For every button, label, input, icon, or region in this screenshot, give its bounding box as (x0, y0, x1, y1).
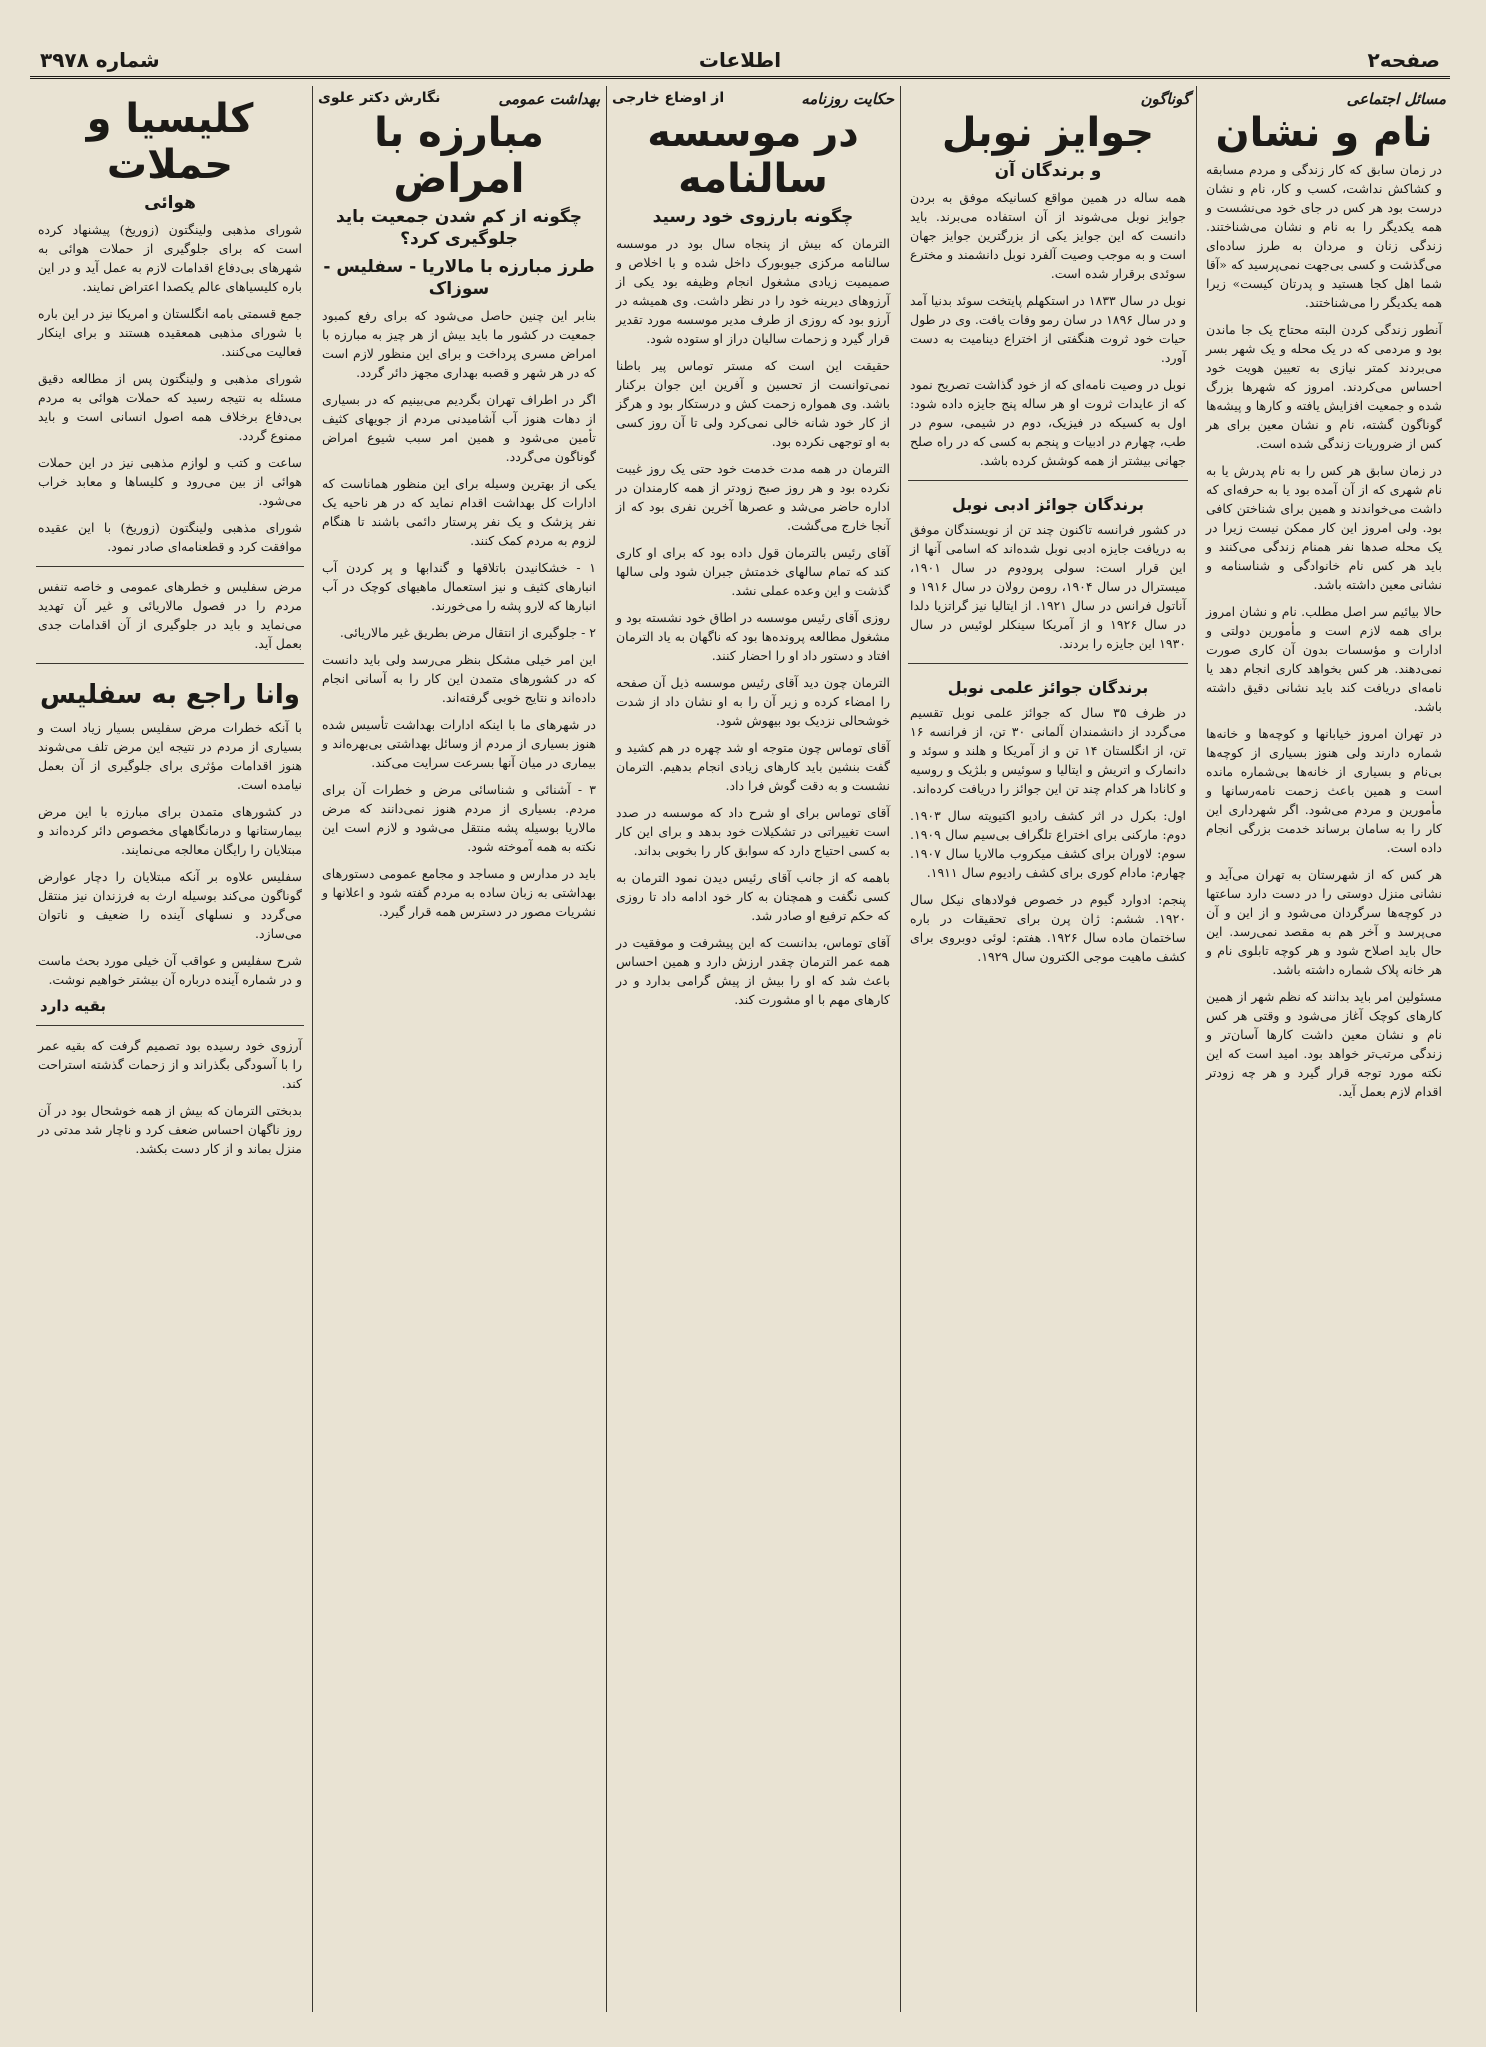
divider (36, 1025, 304, 1026)
paragraph: آقای توماس برای او شرح داد که موسسه در صدد است تغییراتی در تشکیلات خود بدهد و برای این کار به کسی احتیاج دارد که سوابق کار را بخوبی بداند. (616, 805, 890, 858)
paragraph: حالا بیائیم سر اصل مطلب. نام و نشان امروز برای همه لازم است و مأمورین دولتی و ادارات و مؤسسات بدون آن کاری صورت نمی‌دهند. هر کس بخواهد کاری انجام دهد یا نامه‌ای دریافت کند باید نشانی دقیق داشته باشد. (1206, 604, 1442, 714)
paragraph: همه ساله در همین مواقع کسانیکه موفق به بردن جوایز نوبل می‌شوند از آن استفاده می‌برند. باید دانست که این جوایز یکی از بزرگترین جوایز جهان است و به موجب وصیت آلفرد نوبل دانشمند و مخترع سوئدی برقرار شده است. (910, 190, 1186, 281)
paragraph: پنجم: ادوارد گیوم در خصوص فولادهای نیکل سال ۱۹۲۰. ششم: ژان پرن برای تحقیقات در باره ساختمان ماده سال ۱۹۲۶. هفتم: لوئی دوبروی برای کشف ماهیت موجی الکترون سال ۱۹۲۹. (910, 892, 1186, 964)
paragraph: این امر خیلی مشکل بنظر می‌رسد ولی باید دانست که در کشورهای متمدن این کار را به آسانی انجام داده‌اند و نتایج خوبی گرفته‌اند. (322, 652, 596, 705)
column-rule (312, 86, 313, 2012)
paragraph: در زمان سابق هر کس را به نام پدرش یا به نام شهری که از آن آمده بود یا به حرفه‌ای که داشت می‌خواندند و همین برای شناختن کافی بود. ولی امروز این کار ممکن نیست زیرا در یک محله صدها نفر همنام زندگی می‌کنند و باید هر کس نام خانوادگی و شناسنامه و نشانی معین داشته باشد. (1206, 463, 1442, 592)
headline: مبارزه با امراض (374, 110, 544, 202)
issue-number: شماره ۳۹۷۸ (40, 48, 160, 72)
paragraph: ۲ - جلوگیری از انتقال مرض بطریق غیر مالاریائی. (339, 625, 596, 640)
section-kicker: مسائل اجتماعی (1346, 90, 1446, 108)
subheadline: هوائی (144, 193, 196, 213)
paragraph: یکی از بهترین وسیله برای این منظور هماناست که ادارات کل بهداشت اقدام نماید که در هر ناحیه یک نفر پزشک و یک نفر پرستار دائمی باشند تا هنگام لزوم به مردم کمک کنند. (322, 476, 596, 548)
paragraph: مسئولین امر باید بدانند که نظم شهر از همین کارهای کوچک آغاز می‌شود و وقتی هر کس نام و نشان معین داشت کارها آسان‌تر و زندگی مرتب‌تر خواهد بود. امید است که این نکته مورد توجه قرار گیرد و هر چه زودتر اقدام لازم بعمل آید. (1206, 989, 1442, 1099)
headline: کلیسیا و حملات (86, 96, 254, 188)
paragraph: در ظرف ۳۵ سال که جوائز علمی نوبل تقسیم می‌گردد از دانشمندان آلمانی ۳۰ تن، از فرانسه ۱۶ تن، از انگلستان ۱۴ تن و از آمریکا و هلند و سوئد و دانمارک و اتریش و ایتالیا و سوئیس و بلژیک و روسیه و کانادا هر کدام چند تن این جوائز را دریافت کرده‌اند. (910, 705, 1186, 796)
paragraph: با آنکه خطرات مرض سفلیس بسیار زیاد است و بسیاری از مردم در نتیجه این مرض تلف می‌شوند هنوز اقدامات مؤثری برای جلوگیری از آن بعمل نیامده است. (38, 720, 302, 792)
column-rule (1196, 86, 1197, 2012)
paragraph: در کشور فرانسه تاکنون چند تن از نویسندگان موفق به دریافت جایزه ادبی نوبل شده‌اند که اسامی آنها از این قرار است: سولی پرودوم در سال ۱۹۰۱، میسترال در سال ۱۹۰۴، رومن رولان در سال ۱۹۱۶ و آناتول فرانس در سال ۱۹۲۱. از ایتالیا نیز گراتزیا دلدا در سال ۱۹۲۶ و از آمریکا سینکلر لوئیس در سال ۱۹۳۰ این جایزه را بردند. (910, 522, 1187, 651)
paragraph: ۱ - خشکانیدن باتلاقها و گندابها و پر کردن آب انبارهای کثیف و نیز استعمال ماهیهای کوچک در آب انبارها که لارو پشه را می‌خورند. (322, 560, 596, 613)
paragraph: سفلیس علاوه بر آنکه مبتلایان را دچار عوارض گوناگون می‌کند بوسیله ارث به فرزندان نیز منتقل می‌گردد و نسلهای آینده را ضعیف و ناتوان می‌سازد. (38, 869, 302, 941)
paragraph: در کشورهای متمدن برای مبارزه با این مرض بیمارستانها و درمانگاههای مخصوص دائر کرده‌اند و مبتلایان را رایگان معالجه می‌نمایند. (38, 804, 302, 857)
paragraph: آقای توماس، بدانست که این پیشرفت و موفقیت در همه عمر الترمان چقدر ارزش دارد و همین احساس باعث شد که او را بیش از پیش گرامی بدارد و در کارهای مهم با او مشورت کند. (616, 935, 890, 1007)
continued-label: بقیه دارد (40, 997, 107, 1015)
section-kicker: حکایت روزنامه (801, 90, 894, 108)
section-heading: برندگان جوائز علمی نوبل (947, 678, 1149, 697)
column-rule (900, 86, 901, 2012)
paragraph: جمع قسمتی بامه انگلستان و امریکا نیز در این باره با شورای مذهبی همعقیده هستند و برای اینکار فعالیت می‌کنند. (38, 306, 302, 359)
paragraph: اول: بکرل در اثر کشف رادیو اکتیویته سال ۱۹۰۳. دوم: مارکنی برای اختراع تلگراف بی‌سیم سال ۱۹۰۹. سوم: لاوران برای کشف میکروب مالاریا سال ۱۹۰۷. چهارم: مادام کوری برای کشف رادیوم سال ۱۹۱۱. (910, 808, 1186, 880)
headline: در موسسه سالنامه (647, 110, 859, 202)
section-headline: وانا راجع به سفلیس (40, 680, 300, 710)
paragraph: شورای مذهبی ولینگتون (زوریخ) با این عقیده موافقت کرد و قطعنامه‌ای صادر نمود. (38, 520, 302, 554)
headline: جوایز نوبل (941, 110, 1155, 156)
author-byline: نگارش دکتر علوی (318, 90, 441, 106)
kicker-row (612, 90, 894, 108)
article-almanac-institute (608, 86, 898, 2012)
divider (36, 566, 304, 567)
paragraph: شرح سفلیس و عواقب آن خیلی مورد بحث ماست و در شماره آینده درباره آن بیشتر خواهیم نوشت. (38, 953, 302, 987)
article-name-and-address (1198, 86, 1450, 2012)
paragraph: مرض سفلیس و خطرهای عمومی و خاصه تنفس مردم را در فصول مالاریائی و غیر آن تهدید می‌نماید و باید در جلوگیری از آن اقدامات جدی بعمل آید. (38, 579, 302, 651)
paragraph: الترمان در همه مدت خدمت خود حتی یک روز غیبت نکرده بود و هر روز صبح زودتر از همه کارمندان در اداره حاضر می‌شد و عصرها آخرین نفری بود که از آنجا خارج می‌گشت. (616, 461, 890, 533)
article-church-air-raids (30, 86, 310, 2012)
paragraph: شورای مذهبی ولینگتون (زوریخ) پیشنهاد کرده است که برای جلوگیری از حملات هوائی به شهرهای بی‌دفاع اقدامات لازم به عمل آید و در این باره کلیسیاهای عالم یکصدا اعتراض نمایند. (38, 222, 302, 294)
article-nobel-prizes (902, 86, 1194, 2012)
paragraph: در شهرهای ما با اینکه ادارات بهداشت تأسیس شده هنوز بسیاری از مردم از وسائل بهداشتی بی‌بهره‌اند و بیماری در میان آنها بسرعت سرایت می‌کند. (322, 717, 596, 770)
subheadline-secondary: طرز مبارزه با مالاریا - سفلیس - سوزاک (323, 257, 595, 299)
newspaper-page (30, 22, 1450, 2022)
paragraph: آنطور زندگی کردن البته محتاج یک جا ماندن بود و مردمی که در یک محله و یک شهر بسر می‌بردند کمتر نیازی به تعیین هویت خود احساس می‌کردند. امروز که شهرها بزرگ شده و جمعیت افزایش یافته و کارها و پیشه‌ها گوناگون گشته، نام و نشان معین برای هر کس از ضروریات زندگی شده است. (1206, 322, 1442, 451)
paragraph: اگر در اطراف تهران بگردیم می‌بینیم که در بسیاری از دهات هنوز آب آشامیدنی مردم از جویهای کثیف تأمین می‌شود و همین امر سبب شیوع امراض گوناگون می‌گردد. (322, 392, 596, 464)
section-heading: برندگان جوائز ادبی نوبل (951, 495, 1145, 514)
paragraph: باید در مدارس و مساجد و مجامع عمومی دستورهای بهداشتی به زبان ساده به مردم گفته شود و اعلانها و نشریات مصور در دسترس همه قرار گیرد. (322, 866, 596, 919)
kicker-row (318, 90, 600, 108)
divider (908, 480, 1188, 481)
paragraph: الترمان که بیش از پنجاه سال بود در موسسه سالنامه مرکزی جیوبورک داخل شده و با اخلاص و صمیمیت زیادی مشغول انجام وظیفه بود یکی از آرزوهای دیرینه خود را در نظر داشت. وی همیشه در آرزو بود که روزی از طرف مدیر موسسه مورد تقدیر قرار گیرد و زحمات سالیان دراز او ستوده شود. (616, 236, 890, 346)
paragraph: بنابر این چنین حاصل می‌شود که برای رفع کمبود جمعیت در کشور ما باید بیش از هر چیز به مبارزه با امراض مسری پرداخت و برای این منظور لازم است که در هر شهر و قصبه بهداری مجهز دائر گردد. (322, 308, 596, 380)
paragraph: بدبختی الترمان که بیش از همه خوشحال بود در آن روز ناگهان احساس ضعف کرد و ناچار شد مدتی در منزل بماند و از کار دست بکشد. (38, 1103, 302, 1156)
subheadline: و برندگان آن (994, 161, 1102, 181)
divider (908, 663, 1188, 664)
paragraph: روزی آقای رئیس موسسه در اطاق خود نشسته بود و مشغول مطالعه پرونده‌ها بود که ناگهان به یاد الترمان افتاد و دستور داد او را احضار کنند. (616, 610, 890, 663)
headline: نام و نشان (1215, 110, 1433, 156)
paragraph: آقای رئیس بالترمان قول داده بود که برای او کاری کند که تمام سالهای خدمتش جبران شود ولی سالها گذشت و این وعده عملی نشد. (616, 545, 890, 598)
page-number: صفحه۲ (1367, 48, 1440, 72)
paragraph: ۳ - آشنائی و شناسائی مرض و خطرات آن برای مردم. بسیاری از مردم هنوز نمی‌دانند که مرض مالاریا بوسیله پشه منتقل می‌شود و لازم است این نکته به همه آموخته شود. (322, 782, 596, 854)
paragraph: ساعت و کتب و لوازم مذهبی نیز در این حملات هوائی از بین می‌رود و کلیساها و معابد خراب می‌شود. (38, 455, 302, 508)
section-kicker: بهداشت عمومی (498, 90, 600, 108)
paragraph: حقیقت این است که مستر توماس پیر باطنا نمی‌توانست از تحسین و آفرین این جوان برکنار باشد. وی همواره زحمت کش و درستکار بود و هرگز از کار خود شانه خالی نمی‌کرد ولی تا آن روز کسی به او توجهی نکرده بود. (616, 358, 890, 449)
paragraph: در تهران امروز خیابانها و کوچه‌ها و خانه‌ها شماره دارند ولی هنوز بسیاری از کوچه‌ها بی‌نام و بسیاری از خانه‌ها بی‌شماره مانده است و همین باعث زحمت نامه‌رسانها و مأمورین و مردم می‌شود. اگر شهرداری این کار را به سامان برساند خدمت بزرگی انجام داده است. (1206, 726, 1442, 855)
paragraph: در زمان سابق که کار زندگی و مردم مسابقه و کشاکش نداشت، کسب و کار، نام و نشان درست بود هر کس در جای خود می‌نشست و همه یکدیگر را به نام و نشان می‌شناختند. زندگی زنان و مردان به طرز ساده‌ای می‌گذشت و کسی بی‌جهت نمی‌پرسید که «آقا شما اهل کجا هستید و پدرتان کیست» زیرا همه یکدیگر را می‌شناختند. (1206, 162, 1442, 310)
divider (36, 663, 304, 664)
subheadline: چگونه از کم شدن جمعیت باید جلوگیری کرد؟ (335, 207, 583, 249)
masthead (30, 46, 1450, 79)
section-label: از اوضاع خارجی (612, 90, 725, 106)
paragraph: باهمه که از جانب آقای رئیس دیدن نمود الترمان به کسی نگفت و همچنان به کار خود ادامه داد تا روزی که حکم ترفیع او صادر شد. (616, 870, 890, 923)
paragraph: نوبل در وصیت نامه‌ای که از خود گذاشت تصریح نمود که از عایدات ثروت او هر ساله پنج جایزه داده شود: اول به کسیکه در فیزیک، دوم در شیمی، سوم در طب، چهارم در ادبیات و پنجم به کسی که در راه صلح جهانی بیشتر از همه کوشش کرده باشد. (910, 377, 1186, 468)
article-fighting-diseases (314, 86, 604, 2012)
paragraph: آرزوی خود رسیده بود تصمیم گرفت که بقیه عمر را با آسودگی بگذراند و از زحمات گذشته استراحت کند. (38, 1038, 302, 1091)
section-kicker: گوناگون (1140, 90, 1190, 108)
subheadline: چگونه بارزوی خود رسید (652, 207, 854, 227)
paper-name: اطلاعات (698, 48, 782, 72)
paragraph: هر کس که از شهرستان به تهران می‌آید و نشانی منزل دوستی را در دست دارد ساعتها در کوچه‌ها سرگردان می‌شود و از این و آن می‌پرسد و آخر هم به مقصد نمی‌رسد. این حال باید اصلاح شود و هر کوچه تابلوی نام و هر خانه پلاک شماره داشته باشد. (1206, 867, 1442, 977)
paragraph: الترمان چون دید آقای رئیس موسسه ذیل آن صفحه را امضاء کرده و زیر آن را به او نشان داد از شدت خوشحالی نزدیک بود بیهوش شود. (616, 675, 890, 728)
column-rule (606, 86, 607, 2012)
paragraph: نوبل در سال ۱۸۳۳ در استکهلم پایتخت سوئد بدنیا آمد و در سال ۱۸۹۶ در سان رمو وفات یافت. وی در طول حیات خود ثروت هنگفتی از اختراع دینامیت به دست آورد. (910, 293, 1186, 365)
paragraph: آقای توماس چون متوجه او شد چهره در هم کشید و گفت بنشین باید کارهای زیادی انجام بدهیم. الترمان نشست و به دقت گوش فرا داد. (616, 740, 890, 793)
paragraph: شورای مذهبی و ولینگتون پس از مطالعه دقیق مسئله به نتیجه رسید که حملات هوائی به مردم بی‌دفاع برخلاف همه اصول انسانی است و باید ممنوع گردد. (38, 371, 302, 443)
